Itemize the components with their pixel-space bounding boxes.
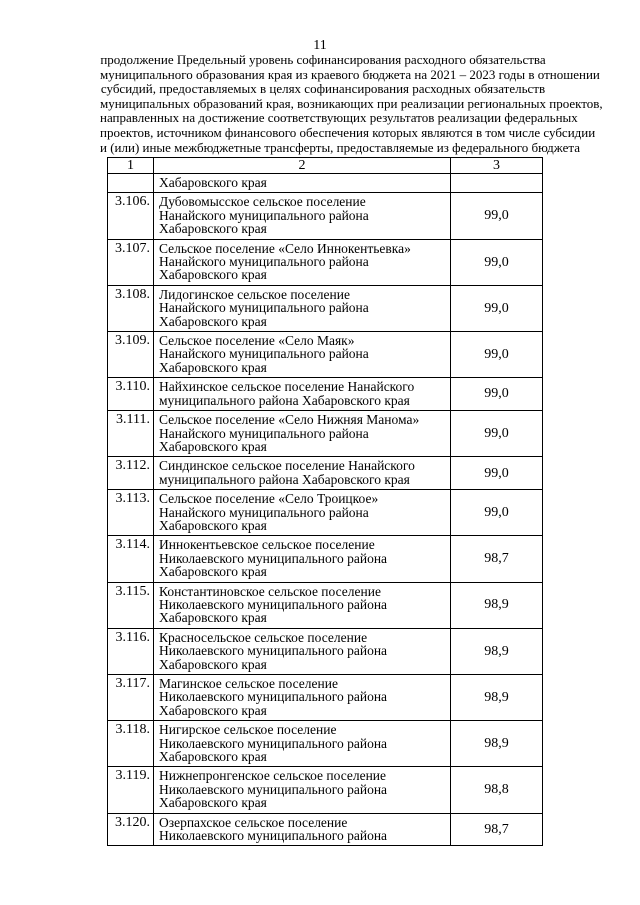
- municipality-name-line: Николаевского муниципального района: [159, 828, 388, 844]
- row-number: 3.109.: [108, 332, 154, 378]
- cofinancing-level-value: 98,8: [451, 767, 543, 813]
- municipality-name-line: Николаевского муниципального района: [159, 781, 388, 797]
- municipality-name-line: Нанайского муниципального района: [159, 207, 369, 223]
- cofinancing-level-value: 98,7: [451, 813, 543, 846]
- municipality-name-line: Озерпахское сельское поселение: [159, 814, 348, 830]
- municipality-name-line: Нигирское сельское поселение: [159, 722, 337, 738]
- table-row: [108, 239, 543, 285]
- cofinancing-level-value: 99,0: [451, 411, 543, 457]
- row-number: 3.108.: [108, 285, 154, 331]
- row-number: 3.110.: [108, 378, 154, 411]
- municipality-name-line: Найхинское сельское поселение Нанайского: [159, 379, 415, 395]
- table-heading: [100, 52, 603, 155]
- cofinancing-level-value: 99,0: [451, 285, 543, 331]
- municipality-name-line: Дубовомысское сельское поселение: [159, 194, 366, 210]
- municipality-name-line: Нанайского муниципального района: [159, 346, 369, 362]
- row-number: 3.115.: [108, 582, 154, 628]
- municipality-name-line: Константиновское сельское поселение: [159, 583, 381, 599]
- municipality-name: [154, 536, 451, 582]
- table-row: [108, 411, 543, 457]
- municipality-name-line: Хабаровского края: [159, 438, 267, 454]
- row-number: 3.111.: [108, 411, 154, 457]
- municipality-name-line: Хабаровского края: [159, 517, 267, 533]
- row-number: 3.116.: [108, 628, 154, 674]
- municipality-name-line: муниципального района Хабаровского края: [159, 392, 410, 408]
- page-number: 11: [313, 38, 327, 53]
- municipality-name-line: Николаевского муниципального района: [159, 550, 388, 566]
- municipality-name: [154, 332, 451, 378]
- municipality-name-line: Хабаровского края: [159, 313, 267, 329]
- municipality-name: [154, 174, 451, 193]
- municipality-name-line: Нанайского муниципального района: [159, 254, 369, 270]
- municipality-name-line: Сельское поселение «Село Иннокентьевка»: [159, 240, 411, 256]
- municipality-name: [154, 767, 451, 813]
- municipality-name: [154, 813, 451, 846]
- municipality-name-line: Лидогинское сельское поселение: [159, 286, 350, 302]
- subsidy-table: [107, 157, 543, 846]
- cofinancing-level-value: [451, 174, 543, 193]
- municipality-name: [154, 239, 451, 285]
- municipality-name-line: Нанайского муниципального района: [159, 425, 369, 441]
- table-row: [108, 536, 543, 582]
- table-row: [108, 193, 543, 239]
- municipality-name-line: Николаевского муниципального района: [159, 643, 388, 659]
- cofinancing-level-value: 98,9: [451, 675, 543, 721]
- table-row: [108, 490, 543, 536]
- municipality-name-line: Нанайского муниципального района: [159, 300, 369, 316]
- heading-line: муниципальных образований края, возникающих при реализации региональных проектов,: [100, 95, 603, 111]
- municipality-name: [154, 721, 451, 767]
- municipality-name: [154, 628, 451, 674]
- municipality-name-line: Хабаровского края: [159, 749, 267, 765]
- table-row: [108, 332, 543, 378]
- row-number: 3.120.: [108, 813, 154, 846]
- municipality-name: [154, 285, 451, 331]
- table-row: [108, 457, 543, 490]
- cofinancing-level-value: 99,0: [451, 457, 543, 490]
- cofinancing-level-value: 98,9: [451, 582, 543, 628]
- table-row: [108, 582, 543, 628]
- row-number: 3.118.: [108, 721, 154, 767]
- table-row: [108, 628, 543, 674]
- column-number: 3: [451, 158, 543, 174]
- heading-line: субсидий, предоставляемых в целях софинансирования расходных обязательств: [100, 81, 546, 97]
- municipality-name: [154, 193, 451, 239]
- row-number: 3.107.: [108, 239, 154, 285]
- municipality-name-line: Нижнепронгенское сельское поселение: [159, 768, 387, 784]
- municipality-name-line: Хабаровского края: [159, 221, 267, 237]
- heading-line: проектов, источником финансового обеспечения которых являются в том числе субсидии: [100, 124, 596, 140]
- municipality-name-line: Хабаровского края: [159, 610, 267, 626]
- municipality-name-line: Николаевского муниципального района: [159, 596, 388, 612]
- municipality-name-line: Хабаровского края: [159, 267, 267, 283]
- heading-line: и (или) иные межбюджетные трансферты, предоставляемые из федерального бюджета: [100, 139, 580, 155]
- column-number: 1: [108, 158, 154, 174]
- municipality-name-line: муниципального района Хабаровского края: [159, 471, 410, 487]
- municipality-name-line: Хабаровского края: [159, 702, 267, 718]
- column-number: 2: [154, 158, 451, 174]
- municipality-name-line: Хабаровского края: [159, 795, 267, 811]
- municipality-name: [154, 490, 451, 536]
- heading-line: муниципального образования края из краевого бюджета на 2021 – 2023 годы в отношении: [100, 66, 600, 82]
- table-row: [108, 174, 543, 193]
- municipality-name-line: Хабаровского края: [159, 175, 267, 190]
- municipality-name-line: Хабаровского края: [159, 359, 267, 375]
- municipality-name: [154, 582, 451, 628]
- municipality-name: [154, 378, 451, 411]
- cofinancing-level-value: 99,0: [451, 332, 543, 378]
- municipality-name-line: Николаевского муниципального района: [159, 735, 388, 751]
- column-number-row: [108, 158, 543, 174]
- cofinancing-level-value: 99,0: [451, 490, 543, 536]
- row-number: 3.106.: [108, 193, 154, 239]
- cofinancing-level-value: 98,9: [451, 721, 543, 767]
- row-number: 3.117.: [108, 675, 154, 721]
- table-row: [108, 675, 543, 721]
- row-number: [108, 174, 154, 193]
- municipality-name-line: Нанайского муниципального района: [159, 504, 369, 520]
- municipality-name-line: Красносельское сельское поселение: [159, 629, 368, 645]
- table-row: [108, 767, 543, 813]
- table-row: [108, 721, 543, 767]
- cofinancing-level-value: 99,0: [451, 239, 543, 285]
- municipality-name-line: Магинское сельское поселение: [159, 676, 338, 691]
- municipality-name-line: Хабаровского края: [159, 564, 267, 580]
- table-row: [108, 813, 543, 846]
- municipality-name-line: Хабаровского края: [159, 656, 267, 672]
- municipality-name-line: Сельское поселение «Село Троицкое»: [159, 491, 379, 507]
- cofinancing-level-value: 99,0: [451, 378, 543, 411]
- municipality-name: [154, 675, 451, 721]
- row-number: 3.114.: [108, 536, 154, 582]
- cofinancing-level-value: 98,7: [451, 536, 543, 582]
- table-row: [108, 378, 543, 411]
- cofinancing-level-value: 98,9: [451, 628, 543, 674]
- municipality-name-line: Сельское поселение «Село Нижняя Манома»: [159, 412, 420, 428]
- heading-line: продолжение Предельный уровень софинансирования расходного обязательства: [100, 52, 546, 67]
- municipality-name: [154, 411, 451, 457]
- row-number: 3.112.: [108, 457, 154, 490]
- table-row: [108, 285, 543, 331]
- heading-line: направленных на достижение соответствующих результатов реализации федеральных: [100, 110, 578, 126]
- municipality-name-line: Синдинское сельское поселение Нанайского: [159, 458, 415, 474]
- municipality-name-line: Иннокентьевское сельское поселение: [159, 537, 375, 553]
- row-number: 3.113.: [108, 490, 154, 536]
- municipality-name-line: Николаевского муниципального района: [159, 689, 388, 705]
- row-number: 3.119.: [108, 767, 154, 813]
- municipality-name-line: Сельское поселение «Село Маяк»: [159, 333, 355, 349]
- municipality-name: [154, 457, 451, 490]
- cofinancing-level-value: 99,0: [451, 193, 543, 239]
